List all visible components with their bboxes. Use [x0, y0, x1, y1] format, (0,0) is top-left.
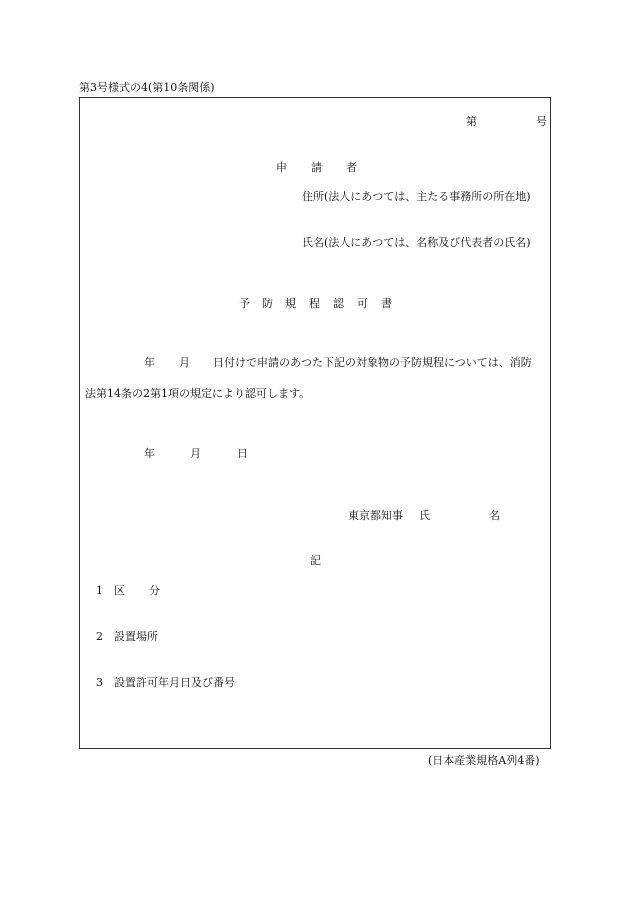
title-char-3: 規	[285, 297, 296, 310]
item-3-number: 3	[96, 676, 103, 689]
item-1-label-char-2: 分	[149, 584, 160, 597]
body-year: 年	[144, 356, 155, 369]
form-number-label: 第3号様式の4(第10条関係)	[79, 81, 215, 94]
date-day: 日	[237, 447, 248, 460]
applicant-label-char-2: 請	[311, 161, 322, 174]
item-1-label-char-1: 区	[114, 584, 125, 597]
item-2-number: 2	[96, 630, 103, 643]
applicant-name-label: 氏名(法人にあつては、名称及び代表者の氏名)	[302, 236, 531, 249]
title-char-2: 防	[262, 297, 273, 310]
date-year: 年	[144, 447, 155, 460]
title-char-7: 書	[381, 297, 392, 310]
item-3-label: 設置許可年月日及び番号	[114, 676, 235, 689]
applicant-address-label: 住所(法人にあつては、主たる事務所の所在地)	[302, 190, 531, 203]
number-go: 号	[536, 115, 547, 128]
ki-label: 記	[310, 554, 321, 567]
body-line1-text: 日付けで申請のあつた下記の対象物の予防規程については、消防	[213, 356, 532, 369]
title-char-4: 程	[309, 297, 320, 310]
governor-shi: 氏	[419, 509, 430, 522]
number-dai: 第	[466, 115, 477, 128]
governor-mei: 名	[489, 509, 500, 522]
body-month: 月	[179, 356, 190, 369]
title-char-6: 可	[357, 297, 368, 310]
applicant-label-char-1: 申	[276, 161, 287, 174]
governor-title: 東京都知事	[348, 509, 403, 522]
date-month: 月	[190, 447, 201, 460]
body-line2-text: 法第14条の2第1項の規定により認可します。	[85, 387, 311, 400]
title-char-1: 予	[239, 297, 250, 310]
title-char-5: 認	[333, 297, 344, 310]
paper-size-note: (日本産業規格A列4番)	[428, 754, 540, 767]
item-2-label: 設置場所	[114, 630, 158, 643]
item-1-number: 1	[96, 584, 103, 597]
applicant-label-char-3: 者	[346, 161, 357, 174]
